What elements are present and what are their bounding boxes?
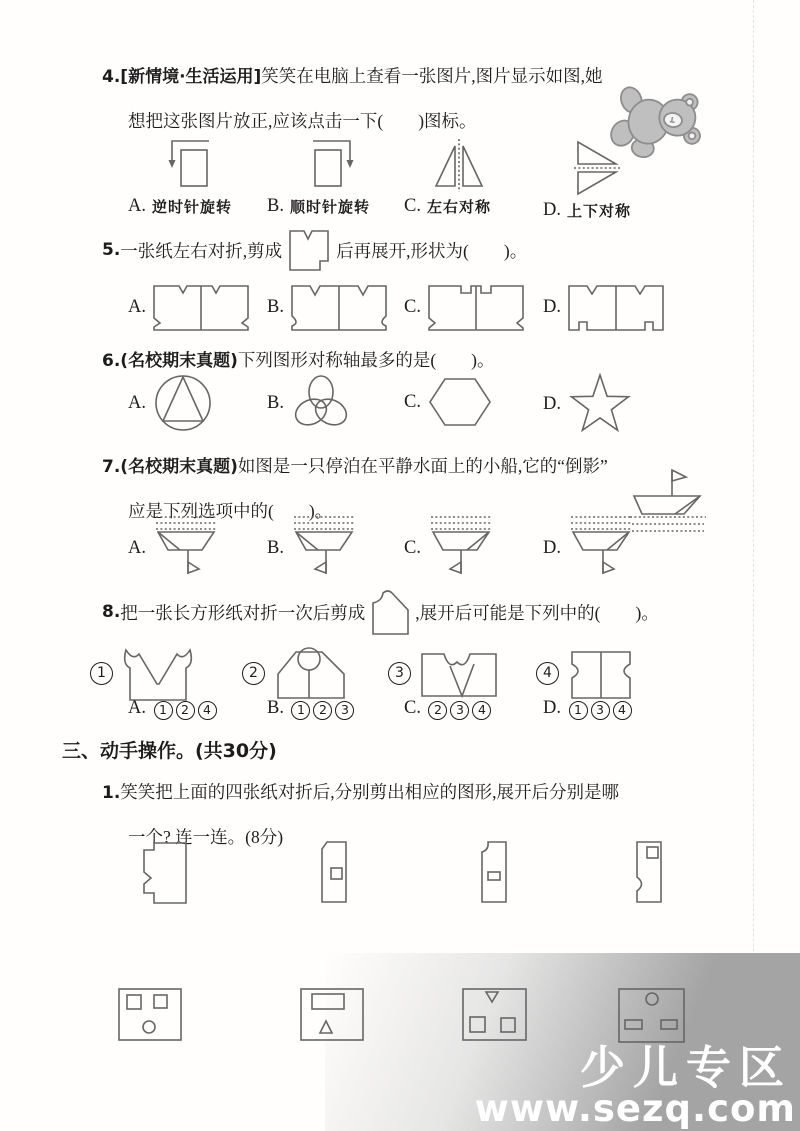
question-number: 8. [102,602,121,622]
unfolded-shape-2-icon [270,642,354,704]
option-b [267,512,404,584]
unfolded-paper-c-icon [427,280,527,334]
question-text-before: 一张纸左右对折,剪成 [120,240,283,261]
circled-number: 2 [428,701,447,720]
folded-paper-1-icon [140,840,190,906]
option-caption: 顺时针旋转 [289,198,370,216]
question-tag: [新情境·生活运用] [120,67,262,87]
question-5-options [0,280,800,334]
circled-number: 4 [536,662,559,685]
shape-2 [242,642,388,704]
folded-paper-2 [315,840,475,906]
option-a [128,512,267,584]
circled-number: 3 [335,701,354,720]
watermark-brand: 少儿专区 [579,1041,792,1095]
circled-number: 1 [154,701,173,720]
question-8-options [0,698,800,720]
option-label: D. [543,393,561,414]
unfolded-paper-a-icon [152,280,252,334]
question-number: 1. [102,783,121,803]
circled-number: 4 [198,701,217,720]
option-answer-numbers [152,698,218,720]
question-text: 笑笑在电脑上查看一张图片,图片显示如图,她 [261,66,603,86]
s3q1-line2: 一个? 连一连。(8分) [128,827,284,847]
boat-reflection-a-icon [152,512,222,584]
unfolded-shape-3-icon [416,642,502,704]
question-4-line2: 想把这张图片放正,应该点击一下( )图标。 [128,111,477,131]
option-label: B. [267,196,284,216]
shape-3 [388,642,536,704]
question-tag: (名校期末真题) [120,351,238,371]
option-d [543,512,637,584]
folded-paper-1 [140,840,315,906]
unfolded-square-4-icon [616,986,688,1046]
unfolded-square-1-icon [116,986,184,1044]
option-label: A. [128,196,146,216]
question-5 [0,222,800,278]
question-8-shapes [0,642,800,704]
circled-number: 3 [591,701,610,720]
folded-papers-row [0,840,800,906]
option-a [128,372,267,434]
boat-reflection-c-icon [427,512,497,584]
unfolded-square-3 [460,986,616,1046]
boat-reflection-b-icon [290,512,360,584]
question-text: 如图是一只停泊在平静水面上的小船,它的“倒影” [237,456,608,476]
unfolded-square-1 [116,986,298,1046]
option-a [128,280,267,334]
question-number: 6. [102,351,121,371]
trefoil-icon [290,372,352,434]
option-b [267,280,404,334]
question-text: 下列图形对称轴最多的是( )。 [237,350,495,370]
rotate-cw-icon [301,136,359,194]
unfolded-shape-1-icon [118,642,202,704]
question-text-before: 把一张长方形纸对折一次后剪成 [120,602,366,623]
question-8 [0,586,800,638]
folded-paper-4 [630,840,668,906]
option-b [267,136,404,217]
unfolded-square-2-icon [298,986,366,1044]
question-number: 7. [102,457,121,477]
unfolded-squares-row [0,986,800,1046]
circled-number: 2 [242,662,265,685]
cut-paper-shape-icon [286,225,332,275]
option-answer-numbers [567,698,633,720]
unfolded-square-4 [616,986,688,1046]
option-label: A. [128,698,146,719]
option-b [267,372,404,434]
option-b [267,698,404,720]
rotate-ccw-icon [163,136,221,194]
option-label: A. [128,296,146,317]
option-label: C. [404,196,421,216]
circled-number: 3 [388,662,411,685]
question-text-after: 后再展开,形状为( )。 [336,240,528,261]
unfolded-paper-d-icon [567,280,667,334]
option-label: D. [543,537,561,558]
question-number: 4. [102,67,121,87]
option-label: C. [404,296,421,317]
question-6-options [0,372,800,436]
unfolded-square-3-icon [460,986,530,1044]
question-tag: (名校期末真题) [120,457,238,477]
folded-paper-3 [475,840,630,906]
option-c [404,136,543,217]
unfolded-square-2 [298,986,460,1046]
s3q1-line1 [0,770,800,815]
option-c [404,372,543,432]
boat-reflection-d-icon [567,512,637,584]
option-d [543,136,631,221]
star-icon [567,372,635,436]
triangle-in-circle-icon [152,372,214,434]
option-d [543,372,635,436]
question-7-options [0,512,800,584]
option-d [543,280,667,334]
option-c [404,698,543,720]
option-a [128,698,267,720]
option-label: D. [543,200,561,220]
option-label: A. [128,392,146,413]
up-down-symmetry-icon [568,136,630,198]
option-label: C. [404,391,421,412]
option-label: D. [543,296,561,317]
option-label: D. [543,698,561,719]
option-answer-numbers [427,698,493,720]
option-label: B. [267,537,284,558]
circled-number: 4 [472,701,491,720]
left-right-symmetry-icon [430,136,488,194]
folded-paper-3-icon [475,840,513,906]
circled-number: 1 [90,662,113,685]
circled-number: 4 [613,701,632,720]
question-7-line2: 应是下列选项中的( )。 [128,501,333,521]
shape-4 [536,642,640,704]
option-label: A. [128,537,146,558]
option-label: B. [267,296,284,317]
section-3-title: 三、动手操作。(共30分) [62,740,277,762]
circled-number: 1 [569,701,588,720]
option-caption: 上下对称 [567,202,632,220]
question-4-options [0,136,800,221]
folded-paper-2-icon [315,840,353,906]
option-d [543,698,633,720]
option-caption: 逆时针旋转 [152,198,233,216]
folded-paper-4-icon [630,840,668,906]
question-number: 5. [102,240,121,260]
circled-number: 2 [313,701,332,720]
option-label: C. [404,537,421,558]
circled-number: 3 [450,701,469,720]
circled-number: 1 [291,701,310,720]
hexagon-icon [427,372,493,432]
unfolded-paper-b-icon [290,280,390,334]
circled-number: 2 [176,701,195,720]
shape-1 [90,642,242,704]
option-a [128,136,267,217]
option-label: C. [404,698,421,719]
option-c [404,512,543,584]
unfolded-shape-4-icon [564,642,640,704]
option-caption: 左右对称 [426,198,491,216]
option-label: B. [267,392,284,413]
option-label: B. [267,698,284,719]
option-c [404,280,543,334]
watermark-url: www.sezq.com [474,1087,796,1131]
question-text: 笑笑把上面的四张纸对折后,分别剪出相应的图形,展开后分别是哪 [120,782,620,802]
option-answer-numbers [290,698,356,720]
cut-corner-shape-icon [369,588,411,636]
question-text-after: ,展开后可能是下列中的( )。 [415,602,659,623]
